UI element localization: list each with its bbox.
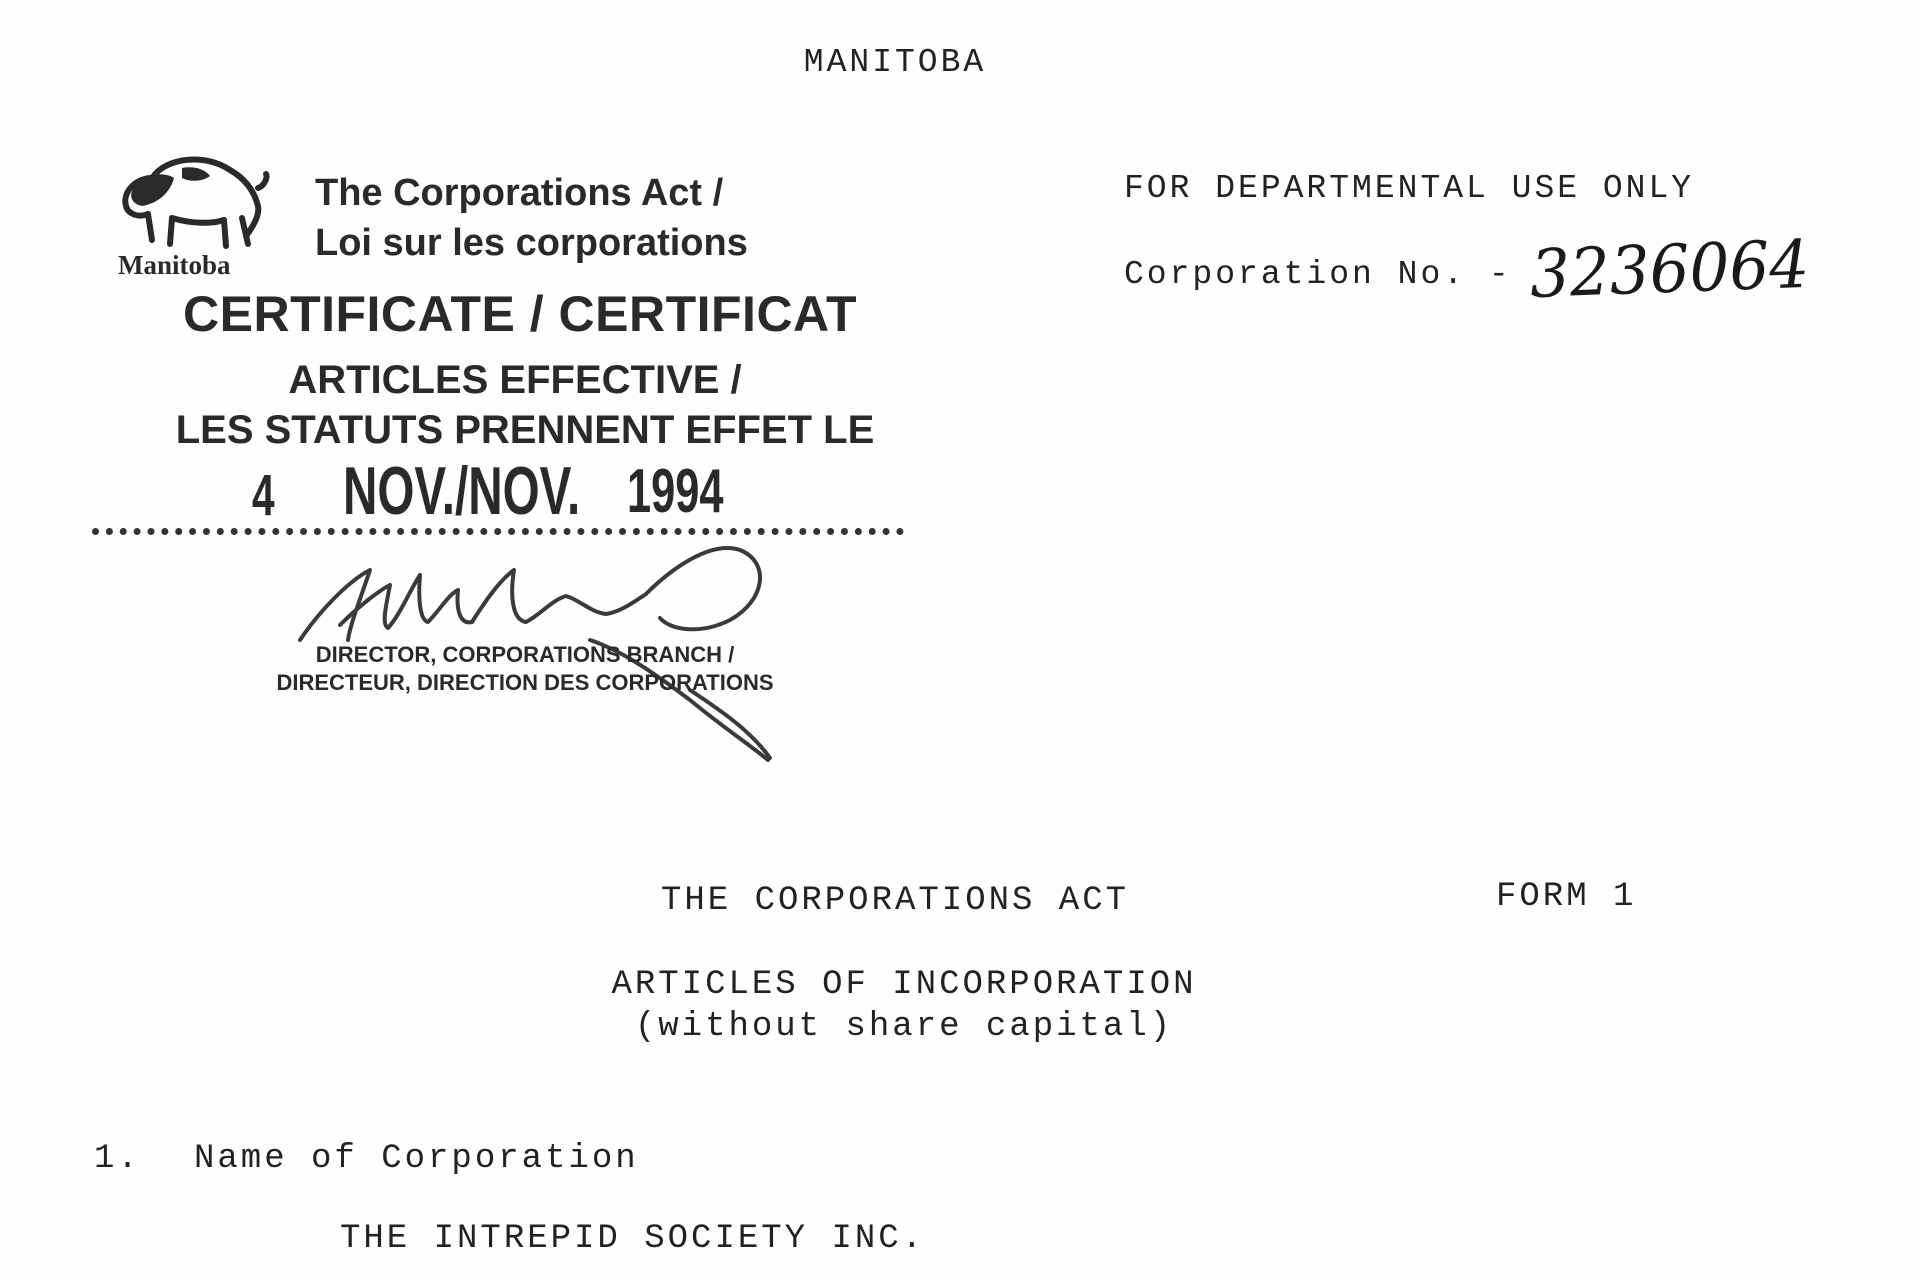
item-label: Name of Corporation (194, 1140, 639, 1178)
stamp-act-french: Loi sur les corporations (315, 222, 748, 264)
corporation-number-label: Corporation No. - (1124, 256, 1512, 293)
departmental-use-heading: FOR DEPARTMENTAL USE ONLY (1124, 170, 1695, 207)
stamp-certificate: CERTIFICATE / CERTIFICAT (183, 286, 857, 342)
form-act-title: THE CORPORATIONS ACT (660, 882, 1130, 920)
form-title: ARTICLES OF INCORPORATION (611, 966, 1197, 1004)
stamp-effective-french: LES STATUTS PRENNENT EFFET LE (175, 408, 875, 452)
province-header: MANITOBA (803, 44, 987, 81)
item-number: 1. (94, 1140, 141, 1178)
form-number: FORM 1 (1496, 878, 1637, 916)
corporation-name: THE INTREPID SOCIETY INC. (340, 1220, 926, 1258)
stamp-date-year: 1994 (627, 457, 724, 526)
bison-icon (112, 148, 272, 252)
stamp-effective-english: ARTICLES EFFECTIVE / (288, 358, 742, 402)
manitoba-logo-text: Manitoba (118, 250, 231, 280)
stamp-director-english: DIRECTOR, CORPORATIONS BRANCH / (315, 642, 735, 667)
stamp-director-french: DIRECTEUR, DIRECTION DES CORPORATIONS (276, 670, 774, 695)
stamp-act-english: The Corporations Act / (315, 172, 724, 214)
corporation-number-value: 3236064 (1528, 225, 1811, 313)
stamp-date-day: 4 (252, 463, 275, 528)
stamp-date-month: NOV./NOV. (343, 453, 581, 529)
form-subtitle: (without share capital) (634, 1008, 1174, 1046)
